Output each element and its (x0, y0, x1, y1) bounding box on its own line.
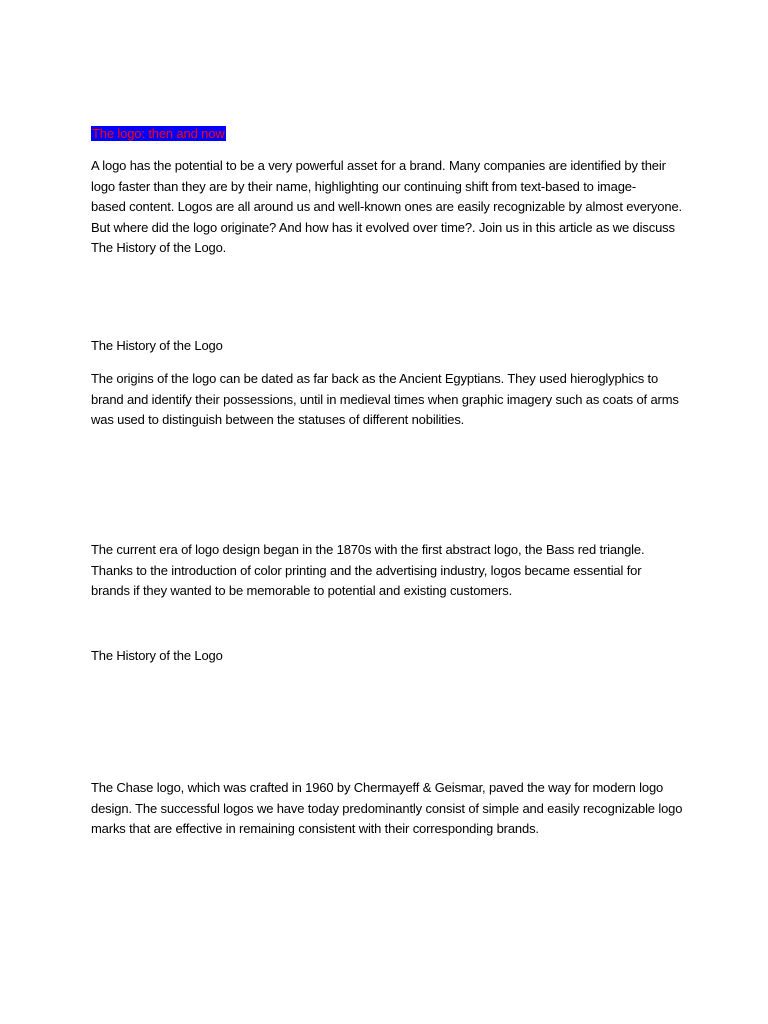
paragraph-line: design. The successful logos we have today predominantly consist of simple and easily recognizable logo (91, 800, 683, 816)
chase-paragraph (91, 778, 681, 840)
paragraph-line: marks that are effective in remaining consistent with their corresponding brands. (91, 821, 539, 836)
paragraph-line: brand and identify their possessions, until in medieval times when graphic imagery such as coats of arms (91, 391, 679, 407)
intro-paragraph (91, 156, 681, 259)
paragraph-line: Thanks to the introduction of color printing and the advertising industry, logos became essential for (91, 562, 642, 578)
section-heading: The History of the Logo (91, 338, 223, 353)
paragraph-line: logo faster than they are by their name, highlighting our continuing shift from text-based to image- (91, 178, 637, 194)
paragraph-line: But where did the logo originate? And how has it evolved over time?. Join us in this article as we discuss (91, 219, 675, 235)
document-title (91, 124, 681, 145)
paragraph-line: brands if they wanted to be memorable to potential and existing customers. (91, 583, 513, 598)
title-highlight: The logo: then and now (92, 126, 225, 141)
current-era-paragraph (91, 540, 681, 602)
paragraph-line: The History of the Logo. (91, 240, 227, 255)
paragraph-line: A logo has the potential to be a very powerful asset for a brand. Many companies are identified by their (91, 158, 666, 173)
paragraph-line: The current era of logo design began in the 1870s with the first abstract logo, the Bass red triangle. (91, 542, 645, 557)
paragraph-line: The origins of the logo can be dated as far back as the Ancient Egyptians. They used hieroglyphics to (91, 371, 659, 386)
section-heading: The History of the Logo (91, 648, 223, 663)
paragraph-line: The Chase logo, which was crafted in 1960 by Chermayeff & Geismar, paved the way for modern logo (91, 780, 664, 795)
origins-paragraph (91, 369, 681, 431)
paragraph-line: based content. Logos are all around us and well-known ones are easily recognizable by almost everyone. (91, 199, 683, 214)
paragraph-line: was used to distinguish between the statuses of different nobilities. (91, 412, 465, 427)
